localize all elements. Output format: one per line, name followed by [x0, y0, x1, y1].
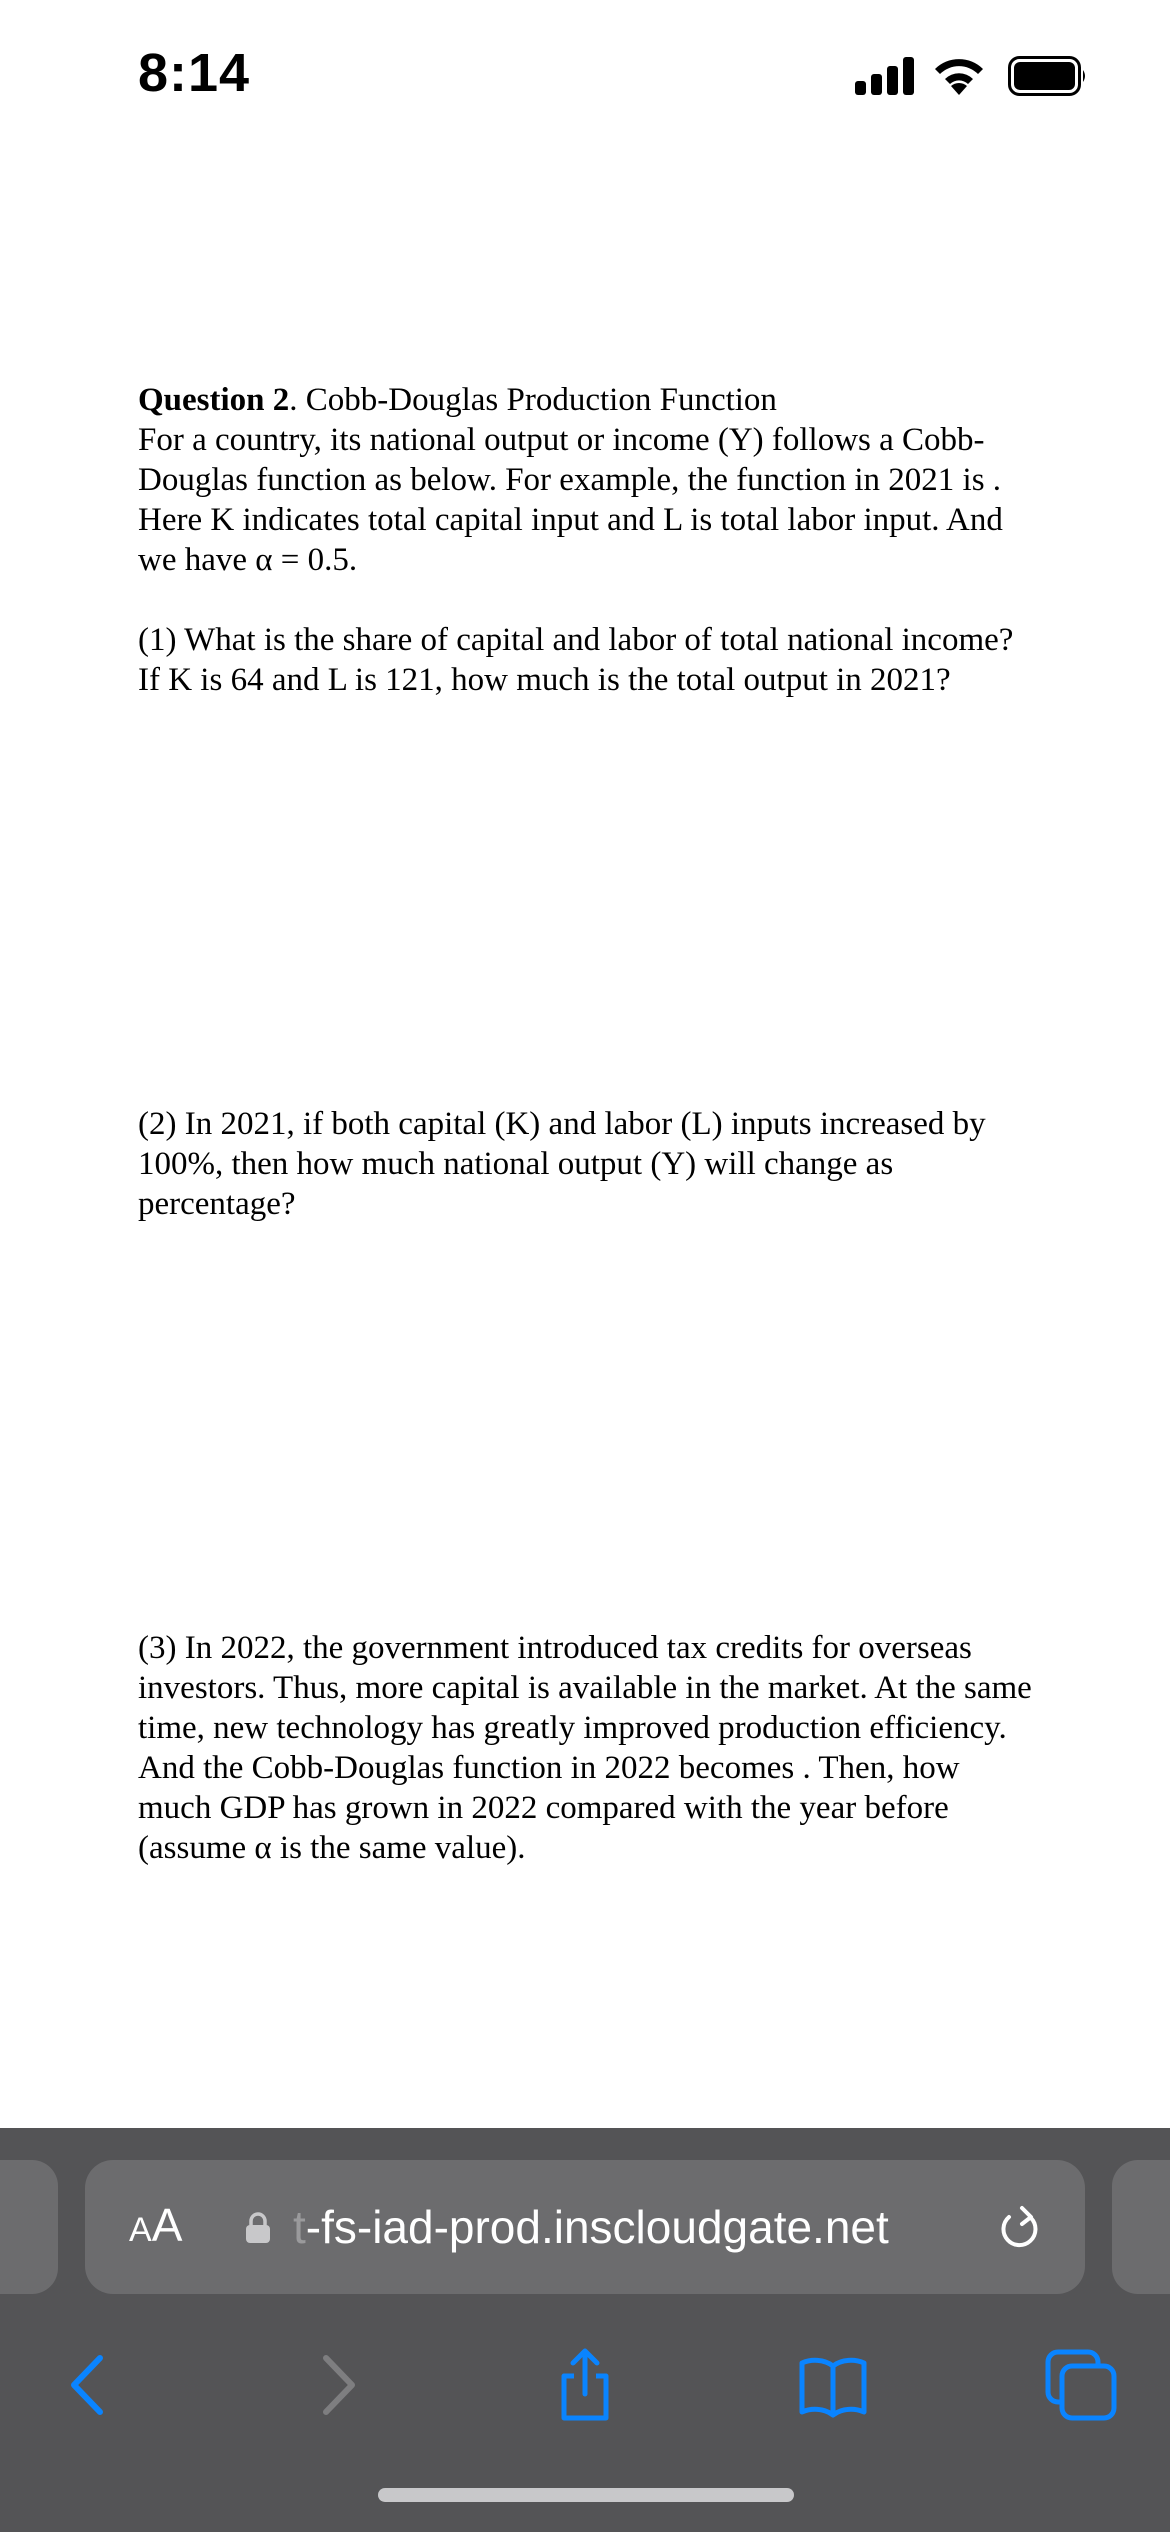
- bookmarks-icon[interactable]: [796, 2348, 870, 2422]
- question-title-rest: . Cobb-Douglas Production Function: [289, 382, 777, 418]
- url-faded-prefix: t: [293, 2201, 306, 2253]
- reader-aa-button[interactable]: [129, 2198, 182, 2252]
- home-indicator[interactable]: [378, 2488, 794, 2502]
- url-main: -fs-iad-prod.inscloudgate.net: [305, 2201, 889, 2253]
- question-part-3: (3) In 2022, the government introduced tax credits for overseas investors. Thus, more capital is available in the market. At the same time, new technology has greatly improved production efficiency. And the Cobb-Douglas function in 2022 becomes . Then, how much GDP has grown in 2022 compared with the year before (assume α is the same value).: [138, 1630, 1032, 1866]
- status-time: 8:14: [138, 43, 251, 103]
- question-intro-text: For a country, its national output or income (Y) follows a Cobb-Douglas function as below. For example, the function in 2021 is . Here K indicates total capital input and L is total labor input. And we have α = 0.5.: [138, 422, 1003, 578]
- status-bar: [0, 0, 1170, 150]
- forward-icon[interactable]: [300, 2348, 374, 2422]
- share-icon[interactable]: [548, 2348, 622, 2422]
- reload-icon[interactable]: [995, 2204, 1045, 2254]
- lock-icon: [245, 2212, 271, 2244]
- question-intro: [138, 380, 1038, 580]
- address-bar[interactable]: [85, 2160, 1085, 2294]
- question-title: [138, 380, 1038, 420]
- battery-icon: [1008, 56, 1088, 96]
- next-tab-pill[interactable]: [1112, 2160, 1170, 2294]
- aa-small-letter: A: [129, 2211, 152, 2249]
- question-part-1: (1) What is the share of capital and labor of total national income? If K is 64 and L is 121, how much is the total output in 2021?: [138, 622, 1014, 698]
- url-text[interactable]: [293, 2200, 889, 2254]
- navigation-row: [0, 2318, 1170, 2438]
- wifi-icon: [930, 55, 988, 97]
- tabs-icon[interactable]: [1044, 2348, 1118, 2422]
- back-icon[interactable]: [52, 2348, 126, 2422]
- question-part-2: (2) In 2021, if both capital (K) and labor (L) inputs increased by 100%, then how much national output (Y) will change as percentage?: [138, 1106, 986, 1222]
- question-title-bold: Question 2: [138, 382, 290, 418]
- previous-tab-pill[interactable]: [0, 2160, 58, 2294]
- browser-toolbar: [0, 2128, 1170, 2532]
- aa-large-letter: A: [151, 2199, 183, 2251]
- cellular-signal-icon: [855, 57, 915, 95]
